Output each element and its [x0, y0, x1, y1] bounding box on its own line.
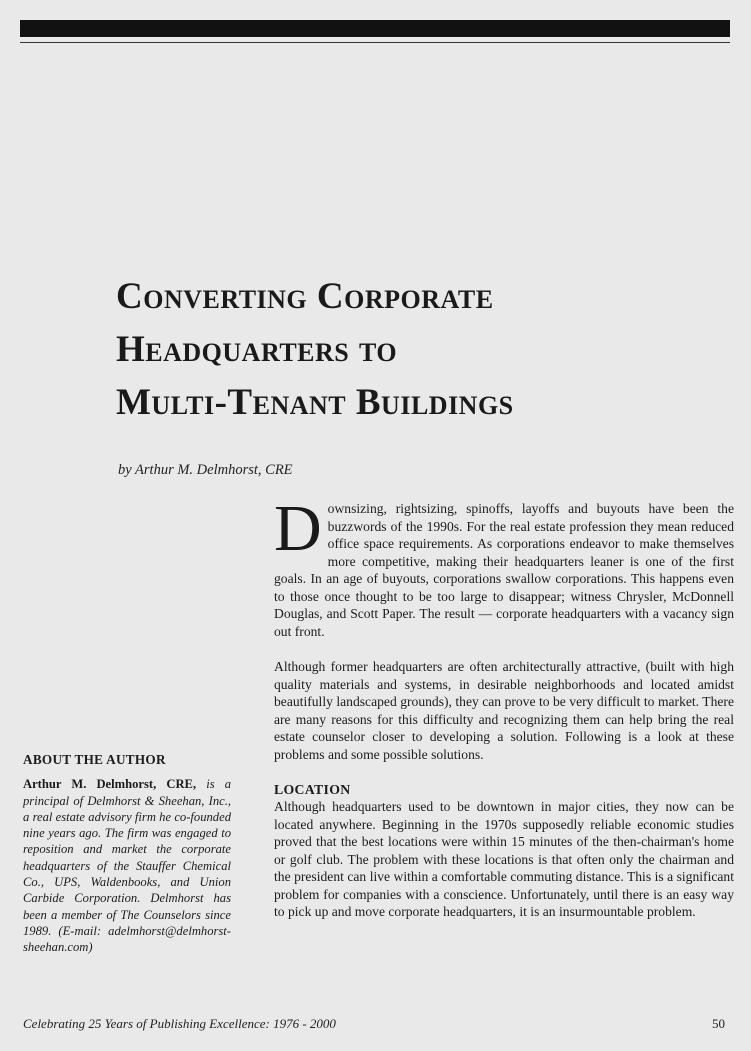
- footer-tagline: Celebrating 25 Years of Publishing Excellence: 1976 - 2000: [23, 1016, 336, 1031]
- section-heading-location: LOCATION: [274, 782, 351, 797]
- drop-cap: D: [274, 492, 322, 565]
- author-name: Arthur M. Delmhorst, CRE,: [23, 777, 197, 792]
- header-rule-thick: [20, 20, 730, 37]
- title-line-1: Converting Corporate: [116, 276, 494, 317]
- title-line-3: Multi-Tenant Buildings: [116, 382, 514, 423]
- intro-paragraph: [274, 492, 734, 640]
- intro-text: ownsizing, rightsizing, spinoffs, layoffs and buyouts have been the buzzwords of the 1990s. For the real estate profession they mean reduced office space requirements. As corporations endeavor to make themselves more competitive, making their headquarters leaner is one of the first goals. In an age of buyouts, corporations swallow corporations. This happens even to those once thought to be too large to disappear; witness Chrysler, McDonnell Douglas, and Scott Paper. The result — corporate headquarters with a vacancy sign out front.: [274, 501, 734, 639]
- author-bio: [23, 776, 231, 955]
- paragraph-2: Although former headquarters are often architecturally attractive, (built with high quality materials and systems, in desirable neighborhoods and located amidst beautifully landscaped grounds), they can prove to be very difficult to market. There are many reasons for this difficulty and recognizing them can help bring the real estate counselor closer to developing a solution. Following is a look at these problems and some possible solutions.: [274, 659, 734, 762]
- byline: by Arthur M. Delmhorst, CRE: [118, 462, 293, 478]
- about-author-sidebar: [23, 752, 231, 956]
- article-body: [274, 492, 734, 939]
- article-title: [116, 270, 676, 429]
- sidebar-heading: ABOUT THE AUTHOR: [23, 752, 166, 767]
- header-rule-thin: [20, 42, 730, 43]
- paragraph-3: Although headquarters used to be downtown in major cities, they now can be located anywhere. Beginning in the 1970s supposedly reliable economic studies proved that the best locations were within 15 minutes of the then-chairman's home or golf club. The problem with these locations is that often only the chairman and the president can live within a comfortable commuting distance. This is a significant problem for companies with a conscience. Unfortunately, until there is an easy way to pick up and move corporate headquarters, it is an insurmountable problem.: [274, 799, 734, 919]
- page-number: 50: [712, 1016, 725, 1031]
- title-line-2: Headquarters to: [116, 329, 398, 370]
- author-bio-text: is a principal of Delmhorst & Sheehan, Inc., a real estate advisory firm he co-founded nine years ago. The firm was engaged to reposition and market the corporate headquarters of the Stauffer Chemical Co., UPS, Waldenbooks, and Union Carbide Corporation. Delmhorst has been a member of The Counselors since 1989. (E-mail: adelmhorst@delmhorst-sheehan.com): [23, 777, 231, 955]
